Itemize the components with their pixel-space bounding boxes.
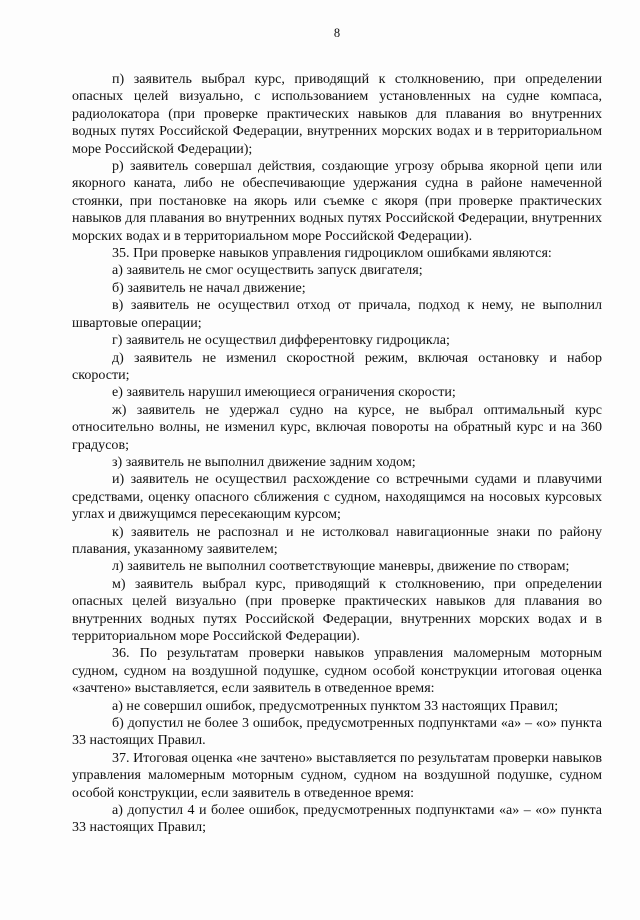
paragraph-item-v: в) заявитель не осуществил отход от причала, подход к нему, не выполнил швартовые операции; <box>72 297 602 331</box>
paragraph-item-d: д) заявитель не изменил скоростной режим, включая остановку и набор скорости; <box>72 349 602 383</box>
paragraph-item-l: л) заявитель не выполнил соответствующие маневры, движение по створам; <box>112 558 570 575</box>
section-36-item-b: б) допустил не более 3 ошибок, предусмотренных подпунктами «а» – «о» пункта 33 настоящих Правил. <box>72 715 602 749</box>
paragraph-item-e: е) заявитель нарушил имеющиеся ограничения скорости; <box>112 384 456 401</box>
document-body <box>72 71 602 837</box>
paragraph-item-z: з) заявитель не выполнил движение задним ходом; <box>112 453 416 470</box>
paragraph-item-g: г) заявитель не осуществил дифферентовку гидроцикла; <box>112 332 450 349</box>
paragraph-item-i: и) заявитель не осуществил расхождение со встречными судами и плавучими средствами, оценку опасного сближения с судном, находящимся на носовых курсовых углах и движущимся пересекающим курсом; <box>72 471 602 523</box>
section-35-heading: 35. При проверке навыков управления гидроциклом ошибками являются: <box>112 245 552 262</box>
section-37-item-a: а) допустил 4 и более ошибок, предусмотренных подпунктами «а» – «о» пункта 33 настоящих Правил; <box>72 802 602 836</box>
page-number: 8 <box>333 26 341 40</box>
paragraph-item-k: к) заявитель не распознал и не истолковал навигационные знаки по району плавания, указанному заявителем; <box>72 523 602 557</box>
paragraph-item-r: р) заявитель совершал действия, создающие угрозу обрыва якорной цепи или якорного каната, либо не обеспечивающие удержания судна в районе намеченной стоянки, при постановке на якорь или съемке с якоря (при проверке практических навыков для плавания во внутренних водных путях Российской Федерации, внутренних морских водах и в территориальном море Российской Федерации). <box>72 158 602 244</box>
paragraph-item-m: м) заявитель выбрал курс, приводящий к столкновению, при определении опасных целей визуально (при проверке практических навыков для плавания во внутренних водных путях Российской Федерации, внутренних морских водах и в территориальном море Российской Федерации). <box>72 575 602 644</box>
paragraph-item-p: п) заявитель выбрал курс, приводящий к столкновению, при определении опасных целей визуально, с использованием установленных на судне компаса, радиолокатора (при проверке практических навыков для плавания во внутренних водных путях Российской Федерации, внутренних морских водах и в территориальном море Российской Федерации); <box>72 71 602 157</box>
paragraph-item-b: б) заявитель не начал движение; <box>112 279 306 296</box>
paragraph-item-a: а) заявитель не смог осуществить запуск двигателя; <box>112 262 423 279</box>
section-36-text: 36. По результатам проверки навыков управления маломерным моторным судном, судном на воздушной подушке, судном особой конструкции итоговая оценка «зачтено» выставляется, если заявитель в отведенное время: <box>72 645 602 697</box>
section-36-item-a: а) не совершил ошибок, предусмотренных пунктом 33 настоящих Правил; <box>112 697 559 714</box>
paragraph-item-zh: ж) заявитель не удержал судно на курсе, не выбрал оптимальный курс относительно волны, не изменил курс, включая повороты на обратный курс и на 360 градусов; <box>72 401 602 453</box>
section-37-text: 37. Итоговая оценка «не зачтено» выставляется по результатам проверки навыков управления маломерным моторным судном, судном на воздушной подушке, судном особой конструкции, если заявитель в отведенное время: <box>72 749 602 801</box>
